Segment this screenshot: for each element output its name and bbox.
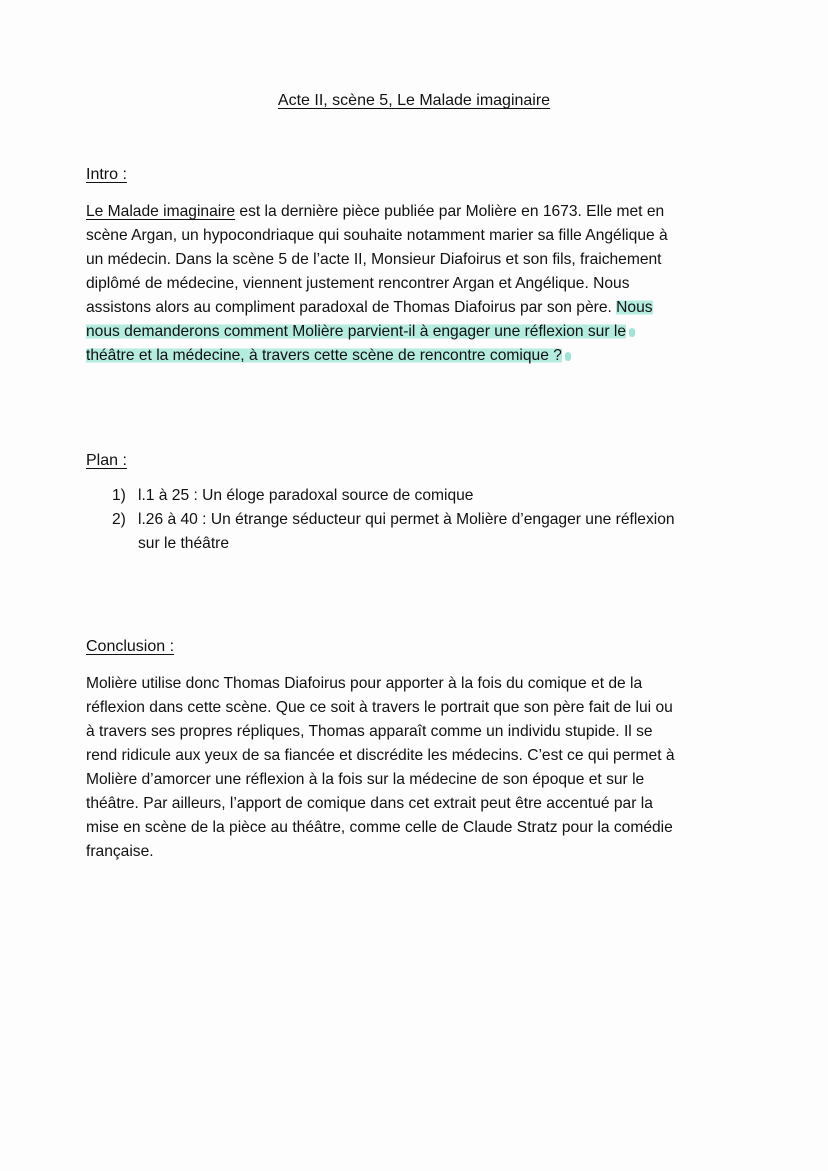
conclusion-heading: Conclusion :	[86, 638, 175, 655]
intro-paragraph	[86, 200, 736, 368]
plan-heading: Plan :	[86, 452, 127, 469]
problematic-highlight: Nous	[616, 299, 653, 316]
plan-item-text: l.1 à 25 : Un éloge paradoxal source de comique	[138, 487, 474, 504]
conclusion-line: française.	[86, 843, 154, 860]
plan-item-text: l.26 à 40 : Un étrange séducteur qui permet à Molière d’engager une réflexion	[138, 511, 675, 528]
intro-text: est la dernière pièce publiée par Molière en 1673. Elle met en	[235, 203, 665, 220]
conclusion-paragraph	[86, 672, 736, 864]
conclusion-line: à travers ses propres répliques, Thomas apparaît comme un individu stupide. Il se	[86, 723, 653, 740]
conclusion-line: rend ridicule aux yeux de sa fiancée et discrédite les médecins. C’est ce qui permet à	[86, 747, 675, 764]
conclusion-line: théâtre. Par ailleurs, l’apport de comique dans cet extrait peut être accentué par la	[86, 795, 653, 812]
plan-item-number: 2)	[112, 511, 126, 528]
problematic-highlight: théâtre et la médecine, à travers cette scène de rencontre comique ?	[86, 347, 562, 364]
intro-line	[86, 344, 736, 368]
highlighter-mark	[565, 352, 571, 361]
intro-line	[86, 200, 736, 224]
conclusion-line: mise en scène de la pièce au théâtre, comme celle de Claude Stratz pour la comédie	[86, 819, 673, 836]
plan-item	[112, 508, 675, 556]
problematic-highlight: nous demanderons comment Molière parvient-il à engager une réflexion sur le	[86, 323, 627, 340]
conclusion-line: Molière utilise donc Thomas Diafoirus pour apporter à la fois du comique et de la	[86, 675, 643, 692]
conclusion-line: réflexion dans cette scène. Que ce soit à travers le portrait que son père fait de lui ou	[86, 699, 673, 716]
plan-item	[112, 484, 675, 508]
intro-text: assistons alors au compliment paradoxal de Thomas Diafoirus par son père.	[86, 299, 617, 316]
intro-line: diplômé de médecine, viennent justement rencontrer Argan et Angélique. Nous	[86, 275, 630, 292]
highlighter-mark	[629, 328, 635, 337]
plan-item-number: 1)	[112, 487, 126, 504]
document-title: Acte II, scène 5, Le Malade imaginaire	[277, 92, 551, 109]
intro-line: scène Argan, un hypocondriaque qui souhaite notamment marier sa fille Angélique à	[86, 227, 668, 244]
work-title: Le Malade imaginaire	[86, 203, 236, 220]
intro-line	[86, 320, 736, 344]
conclusion-line: Molière d’amorcer une réflexion à la fois sur la médecine de son époque et sur le	[86, 771, 645, 788]
plan-item-text: sur le théâtre	[138, 535, 230, 552]
intro-line: un médecin. Dans la scène 5 de l’acte II, Monsieur Diafoirus et son fils, fraichement	[86, 251, 662, 268]
plan-list	[112, 484, 675, 556]
intro-heading: Intro :	[86, 166, 127, 183]
intro-line	[86, 296, 736, 320]
